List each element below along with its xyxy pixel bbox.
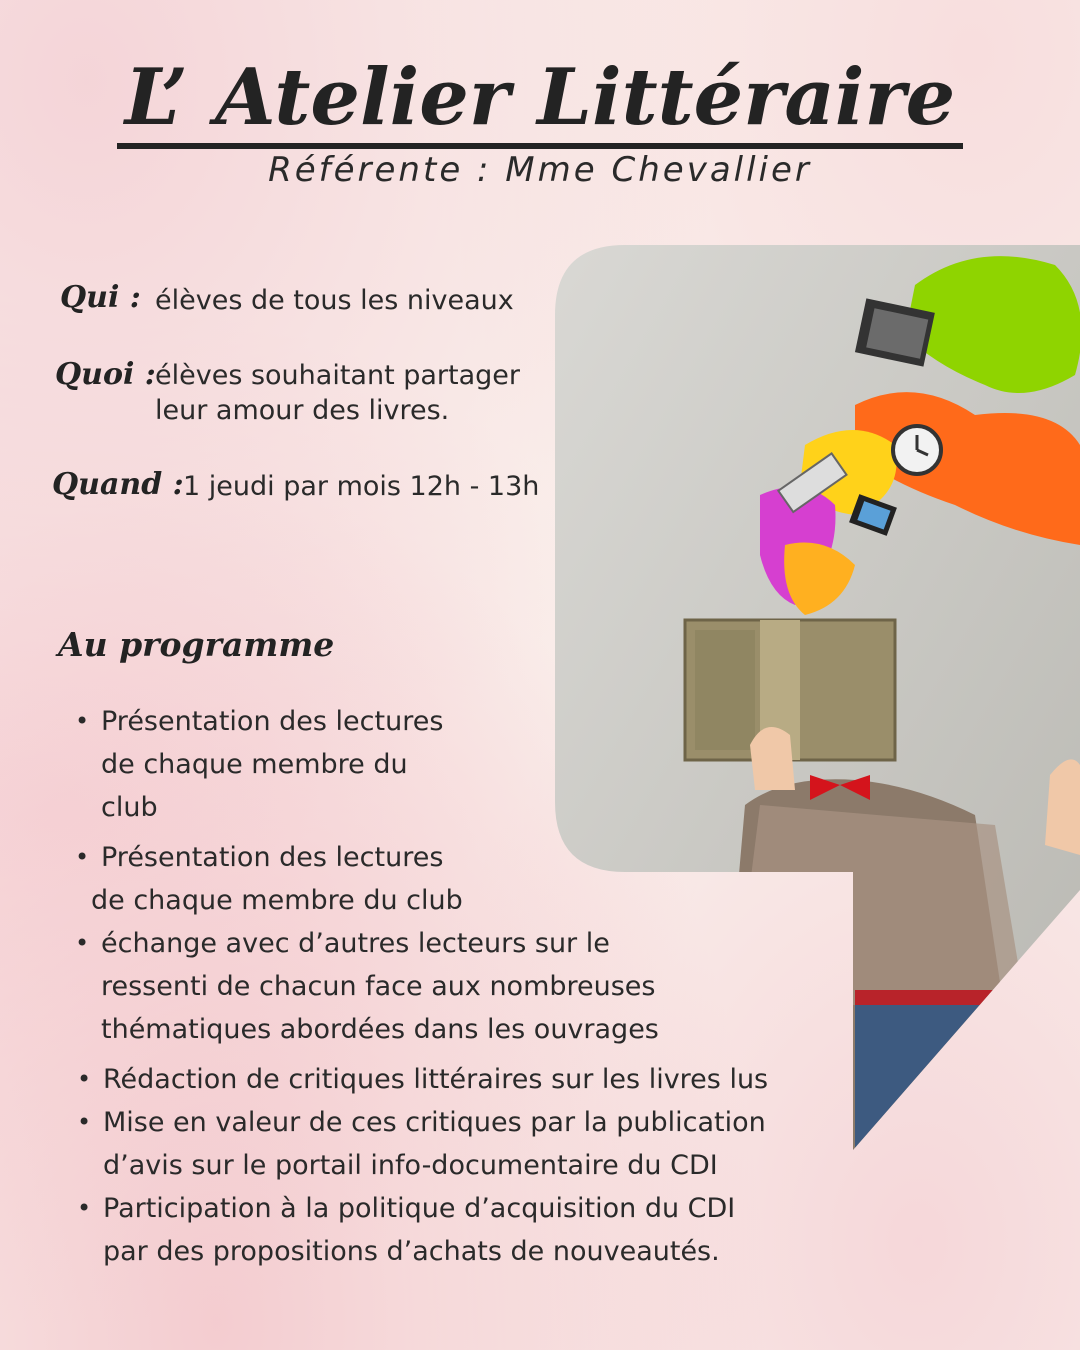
programme-item-1-line-2: de chaque membre du	[101, 749, 408, 780]
programme-item-3	[75, 922, 659, 1051]
bullet-dot-icon: •	[75, 707, 90, 735]
programme-item-3-line-2: ressenti de chacun face aux nombreuses	[101, 971, 656, 1002]
programme-item-6-line-1: Participation à la politique d’acquisition du CDI	[103, 1193, 736, 1224]
quoi-label: Quoi :	[55, 357, 156, 392]
quand-label: Quand :	[52, 467, 184, 502]
programme-item-5	[77, 1101, 766, 1187]
programme-item-2-line-1: Présentation des lectures	[101, 842, 444, 873]
programme-item-1	[75, 700, 444, 829]
programme-item-3-line-3: thématiques abordées dans les ouvrages	[101, 1014, 659, 1045]
bullet-dot-icon: •	[77, 1108, 92, 1136]
programme-item-2-line-2: de chaque membre du club	[91, 885, 463, 916]
bullet-dot-icon: •	[75, 929, 90, 957]
programme-item-1-line-1: Présentation des lectures	[101, 706, 444, 737]
programme-item-5-line-1: Mise en valeur de ces critiques par la publication	[103, 1107, 766, 1138]
programme-item-3-line-1: échange avec d’autres lecteurs sur le	[101, 928, 610, 959]
qui-value: élèves de tous les niveaux	[155, 285, 514, 316]
programme-title: Au programme	[58, 625, 335, 664]
bullet-dot-icon: •	[75, 843, 90, 871]
page-title	[0, 52, 1080, 144]
quoi-value-line1: élèves souhaitant partager	[155, 360, 521, 391]
bullet-dot-icon: •	[77, 1065, 92, 1093]
bullet-dot-icon: •	[77, 1194, 92, 1222]
programme-item-6	[77, 1187, 736, 1273]
quoi-value-line2: leur amour des livres.	[155, 395, 450, 426]
programme-item-4-line-1: Rédaction de critiques littéraires sur les livres lus	[103, 1064, 769, 1095]
programme-item-1-line-3: club	[101, 792, 158, 823]
page-subtitle: Référente : Mme Chevallier	[268, 150, 812, 190]
programme-item-6-line-2: par des propositions d’achats de nouveautés.	[103, 1236, 720, 1267]
qui-label: Qui :	[60, 280, 141, 315]
page-title-text: L’ Atelier Littéraire	[117, 52, 964, 149]
quand-value: 1 jeudi par mois 12h - 13h	[183, 471, 540, 502]
programme-item-5-line-2: d’avis sur le portail info-documentaire du CDI	[103, 1150, 718, 1181]
programme-item-4	[77, 1058, 769, 1101]
programme-item-2	[75, 836, 463, 922]
